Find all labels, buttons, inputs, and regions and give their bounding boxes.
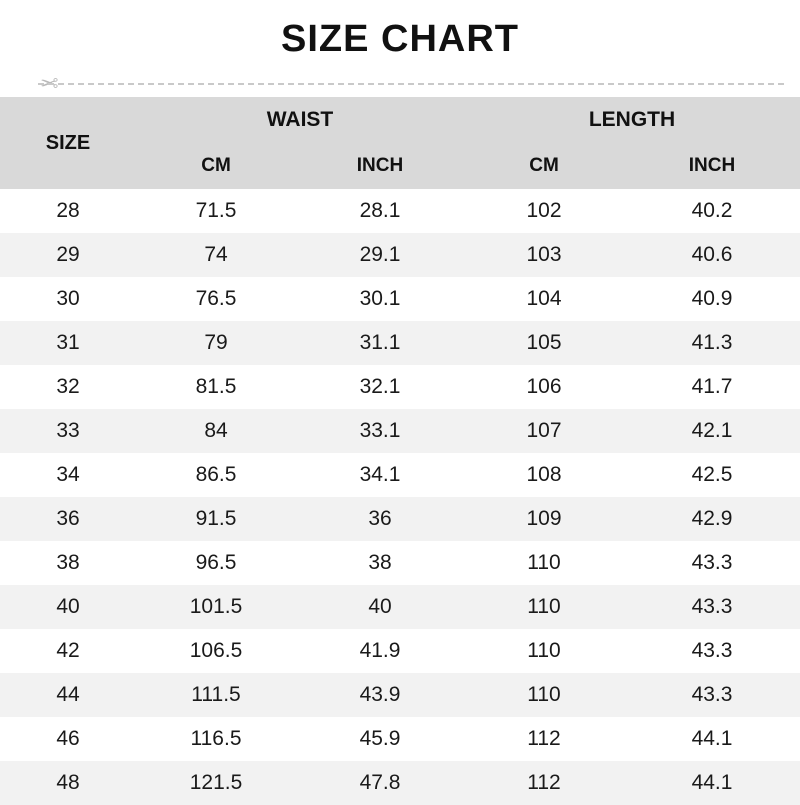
cell-waist-cm: 81.5 [136, 365, 296, 409]
cell-length-cm: 103 [464, 233, 624, 277]
cell-length-inch: 40.9 [624, 277, 800, 321]
cell-length-inch: 42.9 [624, 497, 800, 541]
scissors-icon: ✂ [40, 71, 59, 96]
cell-waist-cm: 71.5 [136, 189, 296, 233]
column-header-length-cm: CM [464, 143, 624, 189]
cell-length-cm: 109 [464, 497, 624, 541]
cell-waist-inch: 47.8 [296, 761, 464, 805]
cell-length-cm: 110 [464, 629, 624, 673]
cell-length-cm: 112 [464, 761, 624, 805]
cell-waist-inch: 41.9 [296, 629, 464, 673]
cell-length-cm: 105 [464, 321, 624, 365]
cell-size: 31 [0, 321, 136, 365]
cell-waist-inch: 32.1 [296, 365, 464, 409]
table-row [0, 365, 800, 409]
cell-length-cm: 108 [464, 453, 624, 497]
cell-waist-inch: 36 [296, 497, 464, 541]
cell-length-inch: 43.3 [624, 629, 800, 673]
table-row [0, 717, 800, 761]
table-row [0, 409, 800, 453]
cell-length-cm: 110 [464, 585, 624, 629]
cell-waist-cm: 79 [136, 321, 296, 365]
cell-waist-inch: 29.1 [296, 233, 464, 277]
cell-waist-inch: 34.1 [296, 453, 464, 497]
cell-waist-inch: 31.1 [296, 321, 464, 365]
table-row [0, 761, 800, 805]
cell-waist-cm: 91.5 [136, 497, 296, 541]
cell-length-inch: 43.3 [624, 673, 800, 717]
cell-length-inch: 44.1 [624, 717, 800, 761]
cell-length-cm: 112 [464, 717, 624, 761]
cell-length-cm: 104 [464, 277, 624, 321]
cell-waist-cm: 121.5 [136, 761, 296, 805]
cell-length-cm: 107 [464, 409, 624, 453]
table-row [0, 497, 800, 541]
cell-size: 30 [0, 277, 136, 321]
cell-length-inch: 43.3 [624, 585, 800, 629]
cell-length-inch: 44.1 [624, 761, 800, 805]
cell-length-cm: 110 [464, 673, 624, 717]
size-chart-table [0, 97, 800, 805]
table-row [0, 585, 800, 629]
table-row [0, 541, 800, 585]
column-header-waist-cm: CM [136, 143, 296, 189]
cell-waist-cm: 74 [136, 233, 296, 277]
table-row [0, 189, 800, 233]
table-row [0, 233, 800, 277]
cell-size: 29 [0, 233, 136, 277]
cell-waist-cm: 76.5 [136, 277, 296, 321]
cell-length-inch: 42.5 [624, 453, 800, 497]
cell-waist-cm: 111.5 [136, 673, 296, 717]
cell-length-inch: 40.6 [624, 233, 800, 277]
cell-waist-cm: 84 [136, 409, 296, 453]
cell-size: 28 [0, 189, 136, 233]
table-header [0, 97, 800, 189]
column-group-length: LENGTH [464, 97, 800, 143]
table-row [0, 277, 800, 321]
cell-waist-cm: 96.5 [136, 541, 296, 585]
table-row [0, 453, 800, 497]
cell-waist-cm: 101.5 [136, 585, 296, 629]
cell-waist-inch: 30.1 [296, 277, 464, 321]
cell-length-inch: 41.7 [624, 365, 800, 409]
cell-size: 33 [0, 409, 136, 453]
cell-length-inch: 42.1 [624, 409, 800, 453]
cell-size: 48 [0, 761, 136, 805]
header-row-groups [0, 97, 800, 143]
column-header-size: SIZE [0, 97, 136, 189]
table-row [0, 673, 800, 717]
cell-length-cm: 106 [464, 365, 624, 409]
column-header-waist-inch: INCH [296, 143, 464, 189]
cell-length-inch: 41.3 [624, 321, 800, 365]
column-group-waist: WAIST [136, 97, 464, 143]
cell-size: 34 [0, 453, 136, 497]
cell-waist-inch: 45.9 [296, 717, 464, 761]
cell-waist-inch: 28.1 [296, 189, 464, 233]
cell-waist-cm: 86.5 [136, 453, 296, 497]
table-body [0, 189, 800, 805]
cell-length-cm: 110 [464, 541, 624, 585]
table-row [0, 321, 800, 365]
cell-size: 46 [0, 717, 136, 761]
page-title: SIZE CHART [281, 18, 519, 60]
cell-size: 42 [0, 629, 136, 673]
cell-length-inch: 43.3 [624, 541, 800, 585]
cell-waist-inch: 38 [296, 541, 464, 585]
table-row [0, 629, 800, 673]
cell-length-cm: 102 [464, 189, 624, 233]
cell-size: 40 [0, 585, 136, 629]
cell-waist-inch: 40 [296, 585, 464, 629]
dashed-divider [38, 83, 784, 85]
cut-line [0, 71, 800, 97]
cell-length-inch: 40.2 [624, 189, 800, 233]
cell-waist-inch: 33.1 [296, 409, 464, 453]
cell-size: 44 [0, 673, 136, 717]
cell-size: 36 [0, 497, 136, 541]
cell-waist-inch: 43.9 [296, 673, 464, 717]
cell-size: 32 [0, 365, 136, 409]
cell-waist-cm: 106.5 [136, 629, 296, 673]
column-header-length-inch: INCH [624, 143, 800, 189]
cell-size: 38 [0, 541, 136, 585]
cell-waist-cm: 116.5 [136, 717, 296, 761]
